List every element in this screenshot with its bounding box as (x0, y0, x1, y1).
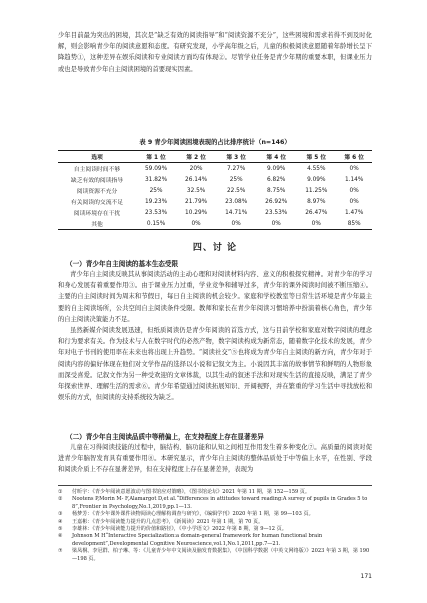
table-cell: 59.09% (144, 165, 168, 172)
footnote-text: Nootens P,Morin M- F,Alamargot D,et al.“Differences in attitudes toward reading:A survey of pupils in Grades 5 to 8”,Frontier in Psychology,No.1,2019,pp.1—13. (72, 496, 368, 510)
table-row (58, 185, 372, 196)
intro-paragraph: 少年目前最为突出的困境，其次是“缺乏有效的阅读指导”和“阅读资源不充分”，这些困境和需求若得不到及时化解，则会影响青少年的阅读意愿和态度。有研究发现，小学高年级之后，儿童的积极阅读意愿随着年龄增长呈下降趋势①，这种差异在娱乐阅读和专业阅读方面均有体现②。尽管学业任务是青少年期的重要本职，但课业压力或也是导致青少年自主阅读困境的首要现实因素。 (58, 32, 372, 73)
table-cell: 25% (229, 176, 243, 183)
footnote-text: 梁凤桐、李冠群、柏子琳、等：《儿童青少年中文阅读及脑发育数据集》，《中国科学数据（中英文网络版）》2023 年第 3 期，第 190—198 页。 (72, 548, 370, 562)
footnote (58, 496, 372, 511)
footnote-divider (58, 485, 372, 486)
table-cell: 19.23% (144, 198, 168, 205)
table-row (58, 174, 372, 185)
footnote-text: 杨梦芳：《青少年课外课件读物阅读心理解构调查与研究》，《编辑学刊》2020 年第 1 期，第 99—103 页。 (72, 511, 314, 518)
table-cell: 0% (176, 218, 216, 230)
footnote (58, 511, 372, 518)
footnote-text: 李雄林：《青少年阅读能力提升的价值和路径》，《中小学语文》2022 年第 8 期，第 9—12 页。 (72, 526, 287, 533)
footnote-number: ⑦ (58, 548, 63, 555)
table-cell: 31.82% (144, 176, 168, 183)
table-cell: 11.25% (305, 187, 328, 194)
table-row (58, 207, 372, 218)
table-header-row (58, 151, 372, 163)
table-row-label: 缺乏有效的阅读指导 (70, 178, 124, 184)
table-row (58, 218, 372, 230)
table-row-label: 自主阅读时间不够 (73, 167, 121, 173)
table-cell: 10.29% (185, 209, 208, 216)
table-cell: 32.5% (186, 187, 206, 194)
footnote (58, 548, 372, 563)
table-header-cell: 选项 (58, 151, 136, 163)
footnote-number: ② (58, 496, 63, 503)
table-header-cell: 第 1 位 (136, 151, 176, 163)
table-row-label: 其他 (58, 218, 136, 230)
table-cell: 23.53% (144, 209, 168, 216)
table-cell: 14.71% (225, 209, 248, 216)
footnote-number: ⑤ (58, 526, 63, 533)
table-cell: 1.47% (344, 209, 364, 216)
table-cell: 21.79% (185, 198, 208, 205)
table-row (58, 196, 372, 207)
footnote (58, 533, 372, 548)
table-header-cell: 第 5 位 (296, 151, 336, 163)
discussion-paragraph-3: 儿童在习得阅读技能的过程中，脑结构、脑功能和认知之间相互作用发生着多种变化⑦。高质量的阅读对促进青少年脑智发育具有重要作用⑧。本研究显示，青少年自主阅读的整体品质处于中等偏上水平，在性别、学段和阅读介质上不存在显著差异，但在支持程度上存在显著差异，表现为 (58, 444, 372, 474)
discussion-paragraph-2: 虽然新媒介阅读发展迅速，但纸质阅读仍是青少年阅读的首选方式，这与目前学校和家庭对数字阅读的理念和行为要求有关。作为技术与人在数字时代的必然产物，数字阅读构成为新常态，随着数字化技术的发展，青少年对电子书刊的使用率在未来也将出现上升趋势。“阅读社交”⑤也将成为青少年自主阅读的新方向，青少年对于阅读内容的偏好体现在他们对文学作品的选择以小说和记叙文为主。小说因其丰富的故事情节和鲜明的人物形象而深受喜爱。记叙文作为另一种受欢迎的文章体裁，以其生动的叙述手法和对现实生活的直接反映，满足了青少年探索世界、理解生活的需求⑥。青少年希望通过阅读拓展知识、开阔视野，并在繁重的学习生活中寻找放松和娱乐的方式，但阅读的支持系统较为缺乏。 (58, 327, 372, 402)
section-title: 四、讨 论 (192, 243, 238, 253)
table-cell: 26.92% (265, 198, 288, 205)
table-cell: 0% (349, 165, 359, 172)
table-caption: 表 9 青少年阅读困境表现的占比排序统计（n=146） (139, 139, 291, 146)
footnotes-list (58, 489, 372, 563)
footnote-text: 王嘉彬：《青少年阅读能力提升的几点思考》，《新阅读》2021 年第 1 期，第 70 页。 (72, 518, 264, 525)
table-cell: 4.55% (307, 165, 326, 172)
reading-difficulty-table (58, 150, 372, 230)
table-cell: 1.14% (344, 176, 364, 183)
table-cell: 0.15% (136, 218, 176, 230)
footnote-number: ① (58, 489, 63, 495)
subsection-heading-1: （一）青少年自主阅读的基本生态受限 (66, 260, 179, 268)
table-cell: 0% (349, 187, 359, 194)
table-cell: 26.14% (185, 176, 208, 183)
table-cell: 20% (189, 165, 203, 172)
table-cell: 7.27% (226, 165, 246, 172)
table-header-cell: 第 3 位 (216, 151, 256, 163)
table-cell: 0% (296, 218, 336, 230)
discussion-paragraph-1: 青少年自主阅读反映其从事阅读活动的主动心理和对阅读材料内容、意义的积极探究精神。对青少年的学习和身心发展有着重要作用③。由于课业压力过重，学业竞争和辅导过多，青少年的课外阅读时间被不断压缩④。主要的自主阅读时间为周末和节假日，每日自主阅读的机会较少。家庭和学校教室等日常生活环境是青少年最主要的自主阅读场所，公共空间自主阅读条件受限。教师和家长在青少年阅读习惯培养中扮演着核心角色，青少年的自主阅读决策能力不足。 (58, 271, 372, 323)
table-cell: 6.82% (267, 176, 286, 183)
table-cell: 26.47% (305, 209, 328, 216)
table-cell: 23.53% (265, 209, 288, 216)
page-number: 171 (360, 573, 372, 580)
table-cell: 0% (216, 218, 256, 230)
table-cell: 0% (349, 198, 359, 205)
table-cell: 22.5% (226, 187, 246, 194)
footnote-text: 付昕宇：《青少年阅读意愿波动与图书馆应对策略》，《图书馆论坛》2021 年第 11 期，第 152—159 页。 (72, 489, 310, 495)
table-row-label: 阅读资源不充分 (76, 189, 118, 195)
footnote-number: ④ (58, 518, 63, 525)
table-header-cell: 第 4 位 (256, 151, 296, 163)
footnote-number: ⑥ (58, 533, 63, 540)
table-cell: 85% (336, 218, 372, 230)
table-cell: 9.09% (307, 176, 326, 183)
table-row (58, 163, 372, 175)
subsection-heading-2: （二）青少年自主阅读品质中等稍偏上，在支持程度上存在显著差异 (66, 433, 264, 441)
table-cell: 0% (256, 218, 296, 230)
table-cell: 23.08% (225, 198, 248, 205)
table-row-label: 有关阅读的交流不足 (70, 200, 124, 206)
table-header-cell: 第 2 位 (176, 151, 216, 163)
table-row-label: 阅读环境存在干扰 (73, 211, 121, 217)
table-cell: 25% (149, 187, 163, 194)
footnote (58, 519, 372, 526)
table-header-cell: 第 6 位 (336, 151, 372, 163)
footnote-number: ③ (58, 511, 63, 518)
table-cell: 8.75% (267, 187, 286, 194)
table-cell: 9.09% (267, 165, 286, 172)
footnote-text: Johnson M H“Interactive Specialization:a domain-general framework for human functional brain development”,Developmental Cognitive Neuroscience,vol.1,No.1,2011,pp.7—21. (72, 533, 323, 547)
table-cell: 8.97% (307, 198, 326, 205)
